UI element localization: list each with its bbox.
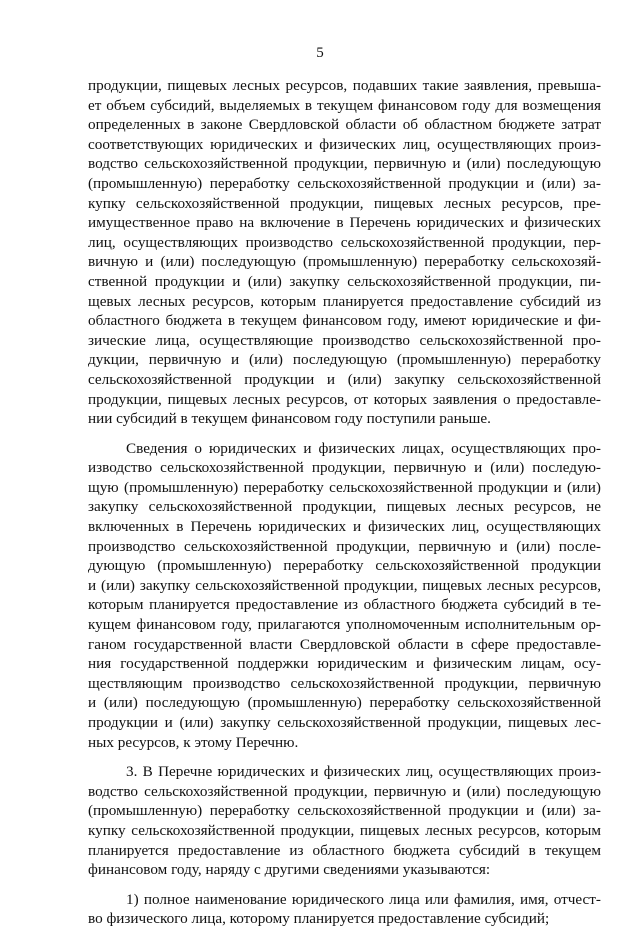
text-line: (промышленную) переработку сельскохозяйственной продукции и (или) за- [88, 802, 601, 820]
text-line: щую (промышленную) переработку сельскохозяйственной продукции и (или) [88, 478, 601, 496]
paragraph-spacer [88, 880, 601, 890]
text-line: зические лица, осуществляющие производство сельскохозяйственной про- [88, 331, 601, 349]
text-line: кущем финансовом году, прилагаются уполномоченным исполнительным ор- [88, 616, 601, 634]
page-number: 5 [316, 45, 324, 61]
paragraph-1 [88, 76, 601, 429]
text-line: и (или) последующую (промышленную) переработку сельскохозяйственной [88, 694, 601, 712]
text-line: включенных в Перечень юридических и физических лиц, осуществляющих [88, 518, 601, 536]
text-line: имущественное право на включение в Перечень юридических и физических [88, 214, 601, 232]
text-line: изводство сельскохозяйственной продукции, первичную и (или) последую- [88, 459, 601, 477]
text-line: закупку сельскохозяйственной продукции, пищевых лесных ресурсов, не [88, 498, 601, 516]
paragraph-4 [88, 890, 601, 929]
text-line: ществляющим производство сельскохозяйственной продукции, первичную [88, 674, 601, 692]
text-line: (промышленную) переработку сельскохозяйственной продукции и (или) за- [88, 174, 601, 192]
paragraph-2 [88, 439, 601, 753]
text-line: нии субсидий в текущем финансовом году поступили раньше. [88, 410, 491, 428]
text-line: финансовом году, наряду с другими сведениями указываются: [88, 861, 491, 879]
text-line: водство сельскохозяйственной продукции, первичную и (или) последующую [88, 155, 601, 173]
text-line: соответствующих юридических и физических лиц, осуществляющих произ- [88, 135, 601, 153]
text-line: купку сельскохозяйственной продукции, пищевых лесных ресурсов, пре- [88, 194, 601, 212]
text-line: Сведения о юридических и физических лицах, осуществляющих про- [126, 439, 601, 457]
text-line: вичную и (или) последующую (промышленную) переработку сельскохозяй- [88, 253, 601, 271]
paragraph-3 [88, 762, 601, 880]
text-line: областного бюджета в текущем финансовом году, имеют юридические и фи- [88, 312, 601, 330]
text-line: производство сельскохозяйственной продукции, первичную и (или) после- [88, 537, 601, 555]
text-line: щевых лесных ресурсов, которым планируется предоставление субсидий из [88, 292, 601, 310]
text-line: продукции, пищевых лесных ресурсов, подавших такие заявления, превыша- [88, 77, 601, 94]
text-line: ет объем субсидий, выделяемых в текущем финансовом году для возмещения [88, 96, 601, 114]
text-line: ганом государственной власти Свердловской области в сфере предоставле- [88, 635, 601, 653]
paragraph-spacer [88, 752, 601, 762]
text-line: лиц, осуществляющих производство сельскохозяйственной продукции, пер- [88, 233, 601, 251]
text-line: 1) полное наименование юридического лица или фамилия, имя, отчест- [126, 890, 601, 908]
paragraph-spacer [88, 429, 601, 439]
text-line: продукции и (или) закупку сельскохозяйственной продукции, пищевых лес- [88, 714, 601, 731]
text-line: ственной продукции и (или) закупку сельскохозяйственной продукции, пи- [88, 272, 601, 290]
text-line: дующую (промышленную) переработку сельскохозяйственной продукции [88, 557, 601, 575]
text-line: дукции, первичную и (или) последующую (промышленную) переработку [88, 351, 601, 369]
text-line: купку сельскохозяйственной продукции, пищевых лесных ресурсов, которым [88, 821, 601, 839]
text-line: ных ресурсов, к этому Перечню. [88, 733, 299, 751]
text-line: ния государственной поддержки юридическим и физическим лицам, осу- [88, 655, 601, 673]
text-line: водство сельскохозяйственной продукции, первичную и (или) последующую [88, 782, 601, 800]
text-line: сельскохозяйственной продукции и (или) закупку сельскохозяйственной [88, 370, 601, 388]
text-line: продукции, пищевых лесных ресурсов, от которых заявления о предоставле- [88, 390, 601, 408]
text-line: планируется предоставление из областного бюджета субсидий в текущем [88, 841, 601, 859]
text-line: во физического лица, которому планируется предоставление субсидий; [88, 910, 550, 928]
text-line: которым планируется предоставление из областного бюджета субсидий в те- [88, 596, 601, 614]
text-line: и (или) закупку сельскохозяйственной продукции, пищевых лесных ресурсов, [88, 576, 601, 594]
text-line: определенных в законе Свердловской области об областном бюджете затрат [88, 116, 601, 134]
text-line: 3. В Перечне юридических и физических лиц, осуществляющих произ- [126, 763, 601, 781]
body-text [88, 76, 601, 929]
